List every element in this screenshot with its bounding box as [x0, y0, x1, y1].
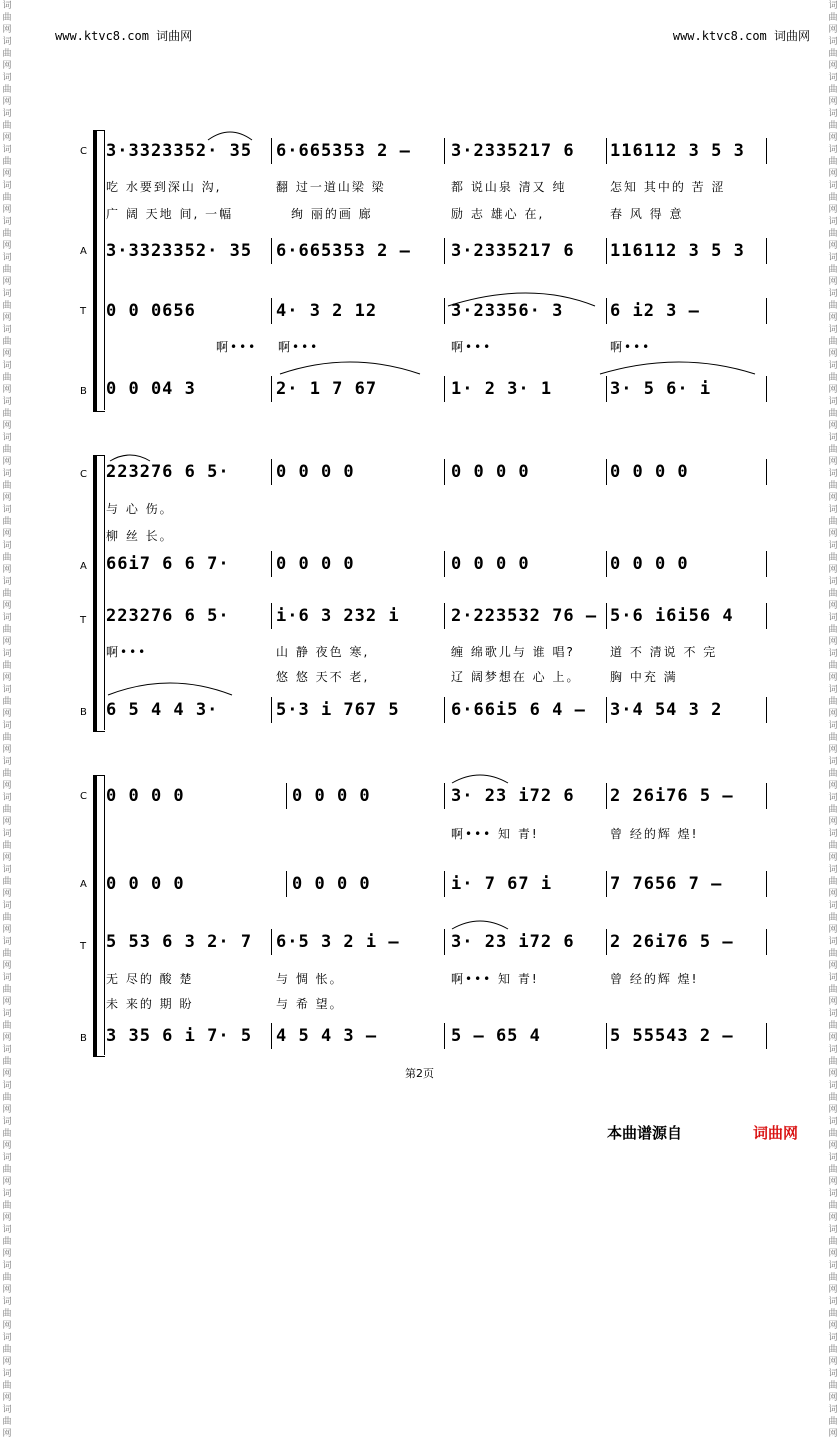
- measure: 6 i2 3 –: [610, 301, 700, 321]
- measure: 6·665353 2 –: [276, 141, 411, 161]
- measure: 3· 23 i72 6: [451, 932, 575, 952]
- measure: i·6 3 232 i: [276, 606, 400, 626]
- measure: 0 0 0 0: [292, 874, 371, 894]
- measure: 116112 3 5 3: [610, 241, 745, 261]
- header-url-right[interactable]: www.ktvc8.com 词曲网: [672, 29, 810, 43]
- measure: 0 0 0 0: [276, 554, 355, 574]
- measure: 3 35 6 i 7· 5: [106, 1026, 253, 1046]
- part-label-t: T: [80, 306, 87, 317]
- slur-marks: [80, 130, 770, 415]
- measure: 3·2335217 6: [451, 241, 575, 261]
- part-label-b: B: [80, 707, 87, 718]
- measure: 116112 3 5 3: [610, 141, 745, 161]
- score-system-3: [80, 775, 770, 1060]
- lyrics-t-1: 啊••• 山 静 夜色 寒, 缠 绵歌儿与 谁 唱? 道 不 清说 不 完: [106, 645, 718, 659]
- part-label-c: C: [80, 791, 87, 802]
- part-label-t: T: [80, 941, 87, 952]
- measure: 3·23356· 3: [451, 301, 564, 321]
- measure: 223276 6 5·: [106, 462, 230, 482]
- measure: 3·3323352· 35: [106, 241, 253, 261]
- measure: 0 0 0 0: [610, 462, 689, 482]
- measure: 6 5 4 4 3·: [106, 700, 219, 720]
- lyrics-c-1: 吃 水要到深山 沟, 翻 过一道山梁 梁 都 说山泉 清又 纯 怎知 其中的 苦 涩: [106, 180, 726, 194]
- measure: 0 0 0656: [106, 301, 196, 321]
- part-label-c: C: [80, 146, 87, 157]
- measure: 5 53 6 3 2· 7: [106, 932, 253, 952]
- measure: 2 26i76 5 –: [610, 786, 734, 806]
- measure: 2· 1 7 67: [276, 379, 378, 399]
- measure: 4 5 4 3 –: [276, 1026, 378, 1046]
- measure: 5·3 i 767 5: [276, 700, 400, 720]
- lyrics-t-2: 悠 悠 天不 老, 辽 阔梦想在 心 上。 胸 中充 满: [276, 670, 678, 684]
- measure: 223276 6 5·: [106, 606, 230, 626]
- lyrics-t-2: 未 来的 期 盼 与 希 望。: [106, 997, 344, 1011]
- measure: 3·2335217 6: [451, 141, 575, 161]
- measure: 0 0 0 0: [292, 786, 371, 806]
- measure: 0 0 0 0: [451, 462, 530, 482]
- measure: 66i7 6 6 7·: [106, 554, 230, 574]
- measure: i· 7 67 i: [451, 874, 553, 894]
- part-label-t: T: [80, 615, 87, 626]
- part-label-b: B: [80, 386, 87, 397]
- lyrics-c-1: 啊••• 知 青! 曾 经的辉 煌!: [451, 827, 699, 841]
- measure: 6·5 3 2 i –: [276, 932, 400, 952]
- measure: 0 0 0 0: [106, 874, 185, 894]
- slur-marks: [80, 775, 770, 1060]
- score-system-1: [80, 130, 770, 415]
- lyrics-c-2: 柳 丝 长。: [106, 529, 174, 543]
- lyrics-t-1: 啊••• 啊••• 啊••• 啊•••: [216, 340, 652, 354]
- measure: 0 0 0 0: [106, 786, 185, 806]
- measure: 2·223532 76 –: [451, 606, 598, 626]
- lyrics-c-2: 广 阔 天地 间, 一幅 绚 丽的画 廊 励 志 雄心 在, 春 风 得 意: [106, 207, 684, 221]
- measure: 5 – 65 4: [451, 1026, 541, 1046]
- part-label-a: A: [80, 561, 87, 572]
- part-label-a: A: [80, 879, 87, 890]
- measure: 2 26i76 5 –: [610, 932, 734, 952]
- part-label-c: C: [80, 469, 87, 480]
- measure: 3·4 54 3 2: [610, 700, 723, 720]
- part-label-a: A: [80, 246, 87, 257]
- measure: 6·665353 2 –: [276, 241, 411, 261]
- measure: 6·66i5 6 4 –: [451, 700, 586, 720]
- measure: 3·3323352· 35: [106, 141, 253, 161]
- lyrics-t-1: 无 尽的 酸 楚 与 惆 怅。 啊••• 知 青! 曾 经的辉 煌!: [106, 972, 699, 986]
- slur-marks: [80, 455, 770, 740]
- lyrics-c-1: 与 心 伤。: [106, 502, 174, 516]
- measure: 7 7656 7 –: [610, 874, 723, 894]
- header-url-left[interactable]: www.ktvc8.com 词曲网: [55, 29, 193, 43]
- watermark-left: 词曲网词曲网词曲网词曲网词曲网词曲网词曲网词曲网词曲网词曲网词曲网词曲网词曲网词曲网词曲网词曲网词曲网词曲网词曲网词曲网词曲网词曲网词曲网词曲网词曲网词曲网词曲网词曲网词曲网词曲网词曲网词曲网词曲网词曲网词曲网词曲网词曲网词曲网词曲网词曲网: [2, 1, 12, 1439]
- score-system-2: [80, 455, 770, 740]
- measure: 0 0 0 0: [451, 554, 530, 574]
- measure: 5 55543 2 –: [610, 1026, 734, 1046]
- measure: 4· 3 2 12: [276, 301, 378, 321]
- measure: 1· 2 3· 1: [451, 379, 553, 399]
- watermark-right: 词曲网词曲网词曲网词曲网词曲网词曲网词曲网词曲网词曲网词曲网词曲网词曲网词曲网词曲网词曲网词曲网词曲网词曲网词曲网词曲网词曲网词曲网词曲网词曲网词曲网词曲网词曲网词曲网词曲网词曲网词曲网词曲网词曲网词曲网词曲网词曲网词曲网词曲网词曲网词曲网: [828, 1, 838, 1439]
- measure: 0 0 04 3: [106, 379, 196, 399]
- measure: 0 0 0 0: [276, 462, 355, 482]
- measure: 3· 23 i72 6: [451, 786, 575, 806]
- part-label-b: B: [80, 1033, 87, 1044]
- footer-source-label: 本曲谱源自: [607, 1124, 683, 1142]
- measure: 5·6 i6i56 4: [610, 606, 734, 626]
- measure: 0 0 0 0: [610, 554, 689, 574]
- page-number: 第2页: [405, 1067, 434, 1080]
- footer-site-link[interactable]: 词曲网: [753, 1124, 799, 1142]
- measure: 3· 5 6· i: [610, 379, 712, 399]
